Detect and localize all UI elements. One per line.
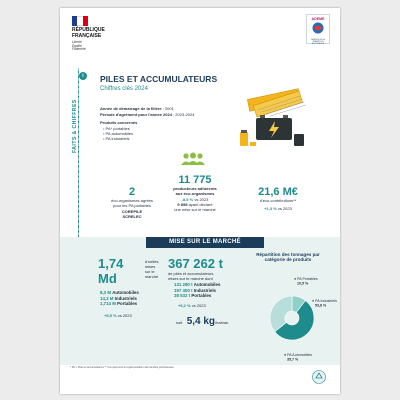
product-item: • PA automobiles — [103, 131, 134, 136]
recycle-icon — [312, 370, 326, 384]
tonnage-row: 38 532 t Portables — [174, 293, 212, 299]
eco-organism-name: COREPILE — [121, 209, 143, 214]
units-block — [98, 256, 168, 318]
ademe-globe-icon — [312, 22, 324, 34]
eco-organism-name: SCRELEC — [122, 214, 142, 219]
eco-organisms-desc: éco-organismes agréés — [111, 198, 153, 203]
tonnage-value: 367 262 t — [168, 256, 223, 271]
producers-block — [160, 174, 230, 212]
eco-organisms-count: 2 — [128, 186, 136, 198]
products-label: Produits concernés — [100, 120, 138, 125]
tonnage-block — [168, 256, 248, 329]
units-value: 1,74 Md — [98, 256, 124, 286]
units-change: +5,5 % vs 2023 — [104, 312, 132, 318]
marianne-logo — [72, 16, 88, 26]
producers-desc: aux éco-organismes — [175, 191, 215, 196]
units-row: 8,3 M Automobiles — [100, 290, 139, 295]
pie-value-label: 53,8 % — [315, 303, 327, 308]
republique-motto: Liberté Égalité Fraternité — [72, 40, 86, 52]
pie-value-label: 35,7 % — [287, 357, 299, 362]
per-capita: soit 5,4 kg/hab/an — [176, 315, 229, 327]
market-banner: MISE SUR LE MARCHÉ — [146, 237, 264, 248]
pie-label: ● PA Automobiles — [284, 353, 313, 357]
tonnage-row: 197 400 t Industriels — [174, 287, 216, 293]
producers-declared: 9 898 ayant déclaré — [177, 202, 213, 207]
contributions-change: +1,3 % vs 2023 — [264, 206, 292, 211]
tonnage-pie-chart — [260, 272, 338, 364]
units-row: 14,3 M Industriels — [100, 295, 137, 301]
eco-organisms-desc: pour les PA portables — [113, 203, 151, 208]
page-subtitle: Chiffres clés 2024 — [100, 86, 148, 92]
page-title: PILES ET ACCUMULATEURS — [100, 74, 218, 84]
pie-value-label: 10,5 % — [297, 281, 309, 286]
pie-label: ● PA Industriels — [312, 299, 337, 303]
battery-illustration — [230, 88, 310, 156]
info-icon: i — [79, 72, 87, 80]
people-icon — [180, 152, 206, 166]
chart-title: Répartition des tonnages par catégorie de produits — [256, 252, 320, 263]
product-item: • PA* portables — [103, 126, 130, 131]
eco-organisms-block — [102, 186, 162, 219]
product-item: • PA industriels — [103, 136, 130, 141]
pie-label: ● PA Portables — [294, 277, 318, 281]
sidebar-label: FAITS & CHIFFRES — [72, 99, 78, 153]
footer-note: * PA = Piles et accumulateurs ** Comprennent le règlementation des familles préfinancées — [70, 366, 174, 369]
tonnage-desc: mises sur le marché dont — [168, 276, 213, 281]
fact-sheet-page — [60, 8, 340, 394]
product-list — [103, 126, 133, 141]
intro-start-year: Année de démarrage de la filière : 2001 — [100, 106, 174, 111]
tonnage-desc: de piles et accumulateurs — [168, 271, 214, 276]
tonnage-change: +6,2 % vs 2023 — [178, 302, 206, 308]
units-desc: sur le marché — [144, 269, 159, 279]
tonnage-row: 131 280 t Automobiles — [174, 282, 221, 287]
republique-title: RÉPUBLIQUE FRANÇAISE — [72, 27, 105, 39]
units-desc: d'unités mises — [144, 259, 159, 269]
per-capita-value: 5,4 kg — [186, 315, 216, 327]
units-row: 1,714 M Portables — [100, 301, 138, 307]
producers-declared-note: une mise sur le marché — [174, 207, 216, 212]
intro-agreement-period: Période d'agrément pour l'année 2024 : 2023-2024 — [100, 112, 195, 117]
producers-desc: producteurs adhérents — [173, 186, 217, 191]
ademe-logo: ADEME AGENCE DE LA TRANSITION ÉCOLOGIQUE — [306, 14, 330, 44]
contributions-value: 21,6 M€ — [258, 186, 298, 198]
producers-count: 11 775 — [178, 174, 212, 186]
producers-change: -8,5 % vs 2023 — [181, 197, 209, 202]
contributions-desc: d'éco-contributions** — [259, 198, 297, 203]
contributions-block — [242, 186, 314, 211]
